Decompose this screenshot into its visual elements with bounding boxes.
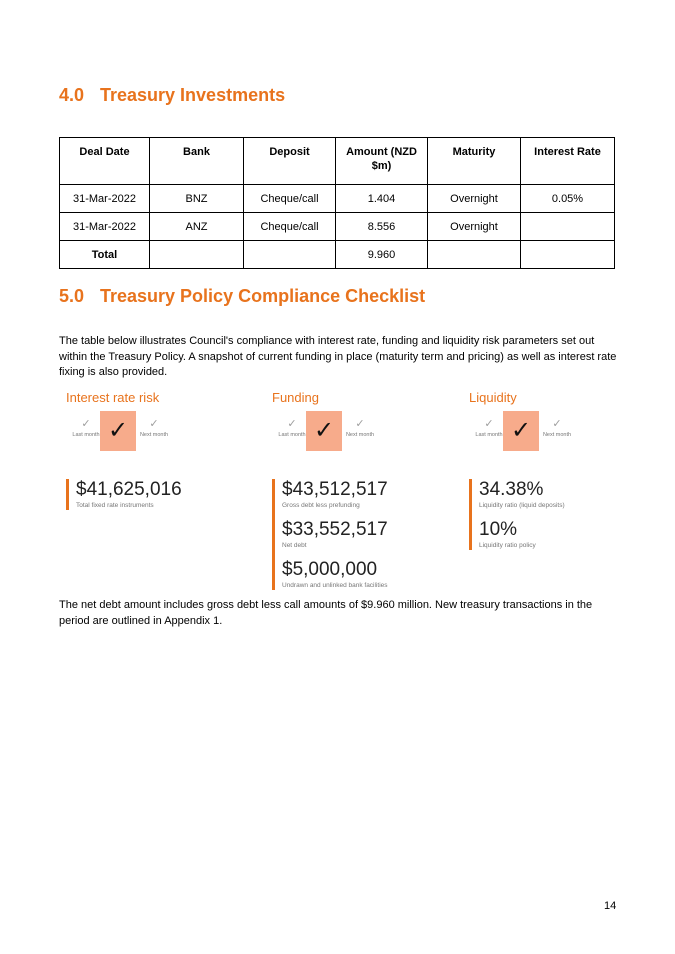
investments-table [59, 137, 615, 269]
metric [282, 519, 442, 550]
cell-amount: 8.556 [336, 213, 428, 241]
metric-group [66, 479, 236, 510]
next-month-check [537, 417, 577, 438]
section-title: Treasury Investments [100, 85, 286, 105]
col-deal-date: Deal Date [60, 138, 150, 185]
cell-interest-rate [521, 213, 615, 241]
next-month-label: Next month [139, 432, 169, 438]
col-deposit: Deposit [244, 138, 336, 185]
metric-value: 10% [479, 519, 518, 540]
col-interest-rate: Interest Rate [521, 138, 615, 185]
metric [479, 479, 639, 510]
cell-amount: 1.404 [336, 185, 428, 213]
cell-deposit: Cheque/call [244, 213, 336, 241]
check-icon: ✓ [81, 418, 91, 430]
page-number: 14 [604, 900, 617, 912]
metric-caption: Gross debt less prefunding [282, 502, 360, 509]
funding-card [272, 390, 442, 590]
cell-bank: ANZ [150, 213, 244, 241]
metric-value: $43,512,517 [282, 479, 388, 500]
section-number: 5.0 [59, 286, 85, 306]
metric [282, 559, 442, 590]
next-month-check [340, 417, 380, 438]
last-month-label: Last month [72, 432, 100, 438]
cell-deal-date: 31-Mar-2022 [60, 213, 150, 241]
metric-caption: Liquidity ratio (liquid deposits) [479, 502, 565, 509]
metric-value: $5,000,000 [282, 559, 378, 580]
metric-caption: Net debt [282, 542, 307, 549]
check-icon: ✓ [552, 418, 562, 430]
cell-empty [521, 241, 615, 269]
total-amount: 9.960 [336, 241, 428, 269]
metric-caption: Total fixed rate instruments [76, 502, 154, 509]
metric-value: 34.38% [479, 479, 544, 500]
month-checks [66, 417, 236, 455]
metric [76, 479, 236, 510]
metric-caption: Liquidity ratio policy [479, 542, 536, 549]
check-icon: ✓ [149, 418, 159, 430]
check-icon: ✓ [287, 418, 297, 430]
col-bank: Bank [150, 138, 244, 185]
month-checks [272, 417, 442, 455]
section-title: Treasury Policy Compliance Checklist [100, 286, 426, 306]
card-title: Funding [272, 390, 319, 405]
cell-empty [150, 241, 244, 269]
check-icon: ✓ [484, 418, 494, 430]
next-month-label: Next month [542, 432, 572, 438]
interest-rate-risk-card [66, 390, 236, 519]
current-check-icon: ✓ [503, 411, 539, 451]
current-check-icon: ✓ [306, 411, 342, 451]
cell-empty [428, 241, 521, 269]
metric-group [272, 479, 442, 590]
total-label: Total [60, 241, 150, 269]
table-row [60, 185, 615, 213]
section-heading-compliance [59, 286, 425, 307]
next-month-check [134, 417, 174, 438]
last-month-label: Last month [278, 432, 306, 438]
metric-value: $33,552,517 [282, 519, 388, 540]
col-maturity: Maturity [428, 138, 521, 185]
cell-interest-rate: 0.05% [521, 185, 615, 213]
liquidity-card [469, 390, 639, 550]
cell-maturity: Overnight [428, 213, 521, 241]
cell-bank: BNZ [150, 185, 244, 213]
closing-paragraph: The net debt amount includes gross debt less call amounts of $9.960 million. New treasury transactions in the period are outlined in Appendix 1. [59, 599, 593, 627]
check-icon: ✓ [355, 418, 365, 430]
table-row [60, 213, 615, 241]
cell-deal-date: 31-Mar-2022 [60, 185, 150, 213]
card-title: Liquidity [469, 390, 517, 405]
metric [479, 519, 639, 550]
metric [282, 479, 442, 510]
metric-value: $41,625,016 [76, 479, 182, 500]
intro-paragraph: The table below illustrates Council's compliance with interest rate, funding and liquidity risk parameters set out within the Treasury Policy. A snapshot of current funding in place (maturity term and pricing) as well as interest rate fixing is also provided. [59, 335, 617, 378]
table-header-row [60, 138, 615, 185]
table-total-row [60, 241, 615, 269]
next-month-label: Next month [345, 432, 375, 438]
section-heading-investments [59, 85, 285, 106]
metric-group [469, 479, 639, 550]
last-month-label: Last month [475, 432, 503, 438]
card-title: Interest rate risk [66, 390, 160, 405]
metric-caption: Undrawn and unlinked bank facilities [282, 582, 388, 589]
cell-deposit: Cheque/call [244, 185, 336, 213]
month-checks [469, 417, 639, 455]
col-amount: Amount (NZD $m) [336, 138, 428, 185]
section-number: 4.0 [59, 85, 85, 105]
cell-empty [244, 241, 336, 269]
cell-maturity: Overnight [428, 185, 521, 213]
current-check-icon: ✓ [100, 411, 136, 451]
